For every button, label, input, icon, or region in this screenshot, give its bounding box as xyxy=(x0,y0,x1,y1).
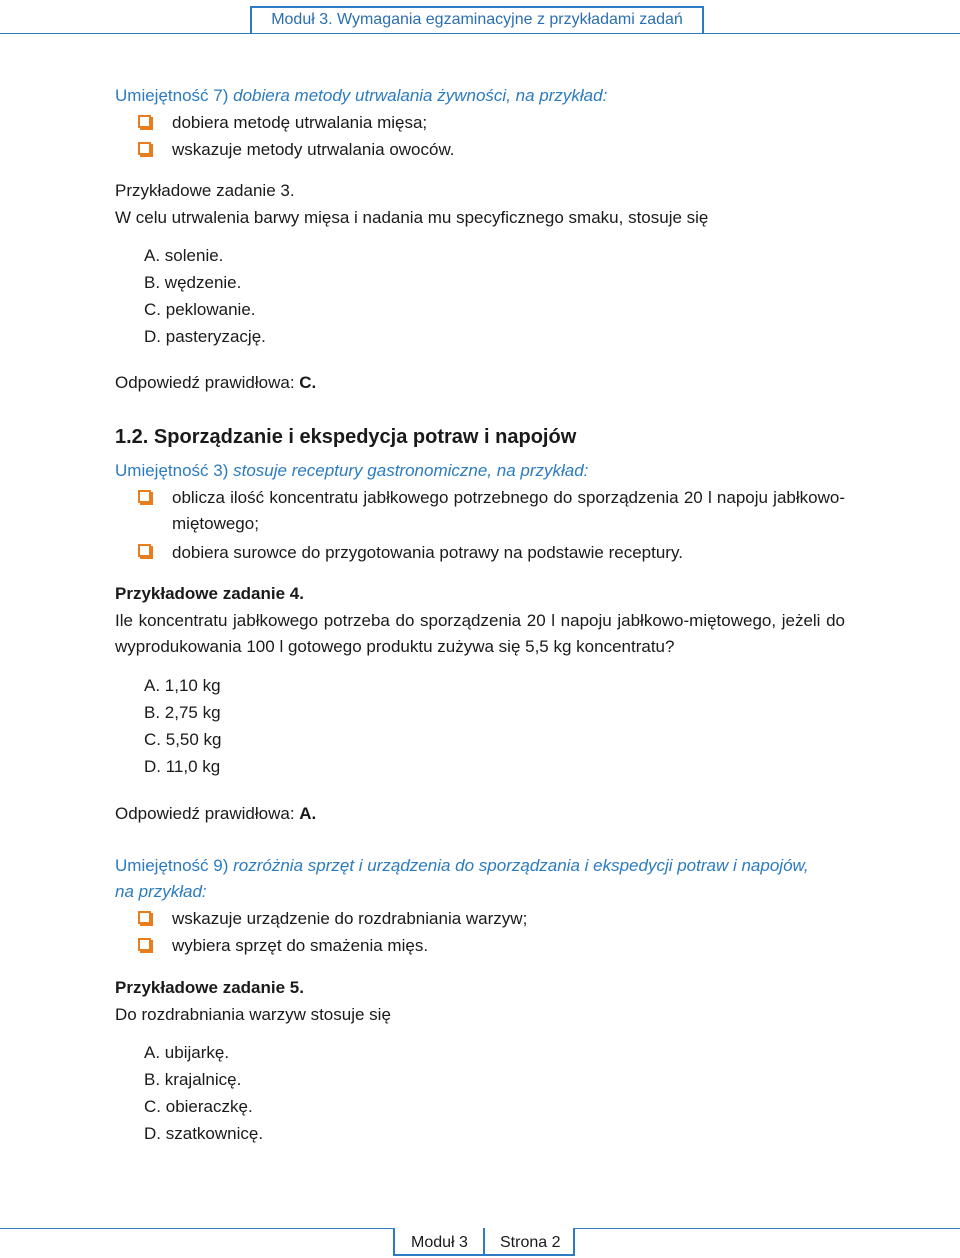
option-letter: C. xyxy=(144,1097,161,1116)
task5-label: Przykładowe zadanie 5. xyxy=(115,978,304,997)
option-text: ubijarkę. xyxy=(164,1043,230,1062)
section-title: Sporządzanie i ekspedycja potraw i napojów xyxy=(153,426,577,448)
skill7-heading xyxy=(115,85,607,107)
skill3-bullet-1: oblicza ilość koncentratu jabłkowego potrzebnego do sporządzenia 20 l napoju jabłkowo-miętowego; xyxy=(172,488,845,533)
option-letter: C. xyxy=(144,730,161,749)
task5-question: Do rozdrabniania warzyw stosuje się xyxy=(115,1005,391,1024)
option-text: pasteryzację. xyxy=(165,327,266,346)
option-letter: A. xyxy=(144,676,161,695)
task4-answer xyxy=(115,803,316,825)
task5-option-d xyxy=(144,1123,263,1145)
task3-option-b xyxy=(144,272,241,294)
skill9-description: rozróżnia sprzęt i urządzenia do sporządzania i ekspedycji potraw i napojów, xyxy=(233,856,809,875)
section-heading xyxy=(115,424,576,450)
option-text: obieraczkę. xyxy=(165,1097,253,1116)
checkbox-bullet-icon xyxy=(138,142,151,155)
task3-option-a xyxy=(144,245,223,267)
option-text: szatkownicę. xyxy=(165,1124,264,1143)
skill3-prefix: Umiejętność 3) xyxy=(115,461,229,480)
skill3-bullet-2: dobiera surowce do przygotowania potrawy na podstawie receptury. xyxy=(172,543,683,562)
skill7-bullet-2: wskazuje metody utrwalania owoców. xyxy=(172,140,455,159)
task4-label: Przykładowe zadanie 4. xyxy=(115,584,304,603)
skill3-description: stosuje receptury gastronomiczne, na przykład: xyxy=(233,461,589,480)
skill9-bullet-2: wybiera sprzęt do smażenia mięs. xyxy=(172,936,429,955)
answer-label: Odpowiedź prawidłowa: xyxy=(115,804,295,823)
skill7-prefix: Umiejętność 7) xyxy=(115,86,229,105)
option-letter: B. xyxy=(144,273,161,292)
header-rule xyxy=(0,33,960,34)
answer-label: Odpowiedź prawidłowa: xyxy=(115,373,295,392)
header-title: Moduł 3. Wymagania egzaminacyjne z przykładami zadań xyxy=(271,11,683,28)
skill7-bullet-1: dobiera metodę utrwalania mięsa; xyxy=(172,113,428,132)
task5-option-c xyxy=(144,1096,253,1118)
option-text: solenie. xyxy=(164,246,224,265)
task4-option-b xyxy=(144,702,221,724)
skill9-bullet-1: wskazuje urządzenie do rozdrabniania warzyw; xyxy=(172,909,528,928)
skill9-heading xyxy=(115,855,809,877)
task3-label: Przykładowe zadanie 3. xyxy=(115,181,295,200)
skill7-description: dobiera metody utrwalania żywności, na przykład: xyxy=(233,86,608,105)
option-text: peklowanie. xyxy=(165,300,256,319)
option-letter: B. xyxy=(144,1070,161,1089)
option-letter: A. xyxy=(144,1043,161,1062)
task4-question: Ile koncentratu jabłkowego potrzeba do sporządzenia 20 l napoju jabłkowo-miętowego, jeżeli do wyprodukowania 100 l gotowego produktu zużywa się 5,5 kg koncentratu? xyxy=(115,611,845,656)
option-letter: D. xyxy=(144,757,161,776)
option-letter: C. xyxy=(144,300,161,319)
skill3-heading xyxy=(115,460,588,482)
answer-value: A. xyxy=(299,804,317,823)
task4-option-d xyxy=(144,756,220,778)
footer-separator xyxy=(483,1228,485,1256)
checkbox-bullet-icon xyxy=(138,938,151,951)
section-number: 1.2. xyxy=(115,426,149,448)
task3-answer xyxy=(115,372,316,394)
task4-option-a xyxy=(144,675,221,697)
answer-value: C. xyxy=(299,373,317,392)
option-letter: A. xyxy=(144,246,161,265)
footer-module: Moduł 3 xyxy=(411,1234,468,1251)
option-letter: D. xyxy=(144,1124,161,1143)
checkbox-bullet-icon xyxy=(138,490,151,503)
task4-option-c xyxy=(144,729,222,751)
task5-option-b xyxy=(144,1069,241,1091)
option-letter: D. xyxy=(144,327,161,346)
skill9-prefix: Umiejętność 9) xyxy=(115,856,229,875)
task3-option-c xyxy=(144,299,256,321)
option-text: 5,50 kg xyxy=(165,730,222,749)
checkbox-bullet-icon xyxy=(138,911,151,924)
option-text: krajalnicę. xyxy=(164,1070,242,1089)
option-text: 1,10 kg xyxy=(164,676,221,695)
checkbox-bullet-icon xyxy=(138,115,151,128)
footer-page-number: Strona 2 xyxy=(500,1234,561,1251)
task5-option-a xyxy=(144,1042,229,1064)
skill9-description-cont: na przykład: xyxy=(115,882,207,901)
option-text: 11,0 kg xyxy=(165,757,221,776)
checkbox-bullet-icon xyxy=(138,544,151,557)
option-text: 2,75 kg xyxy=(164,703,221,722)
option-text: wędzenie. xyxy=(164,273,242,292)
task3-option-d xyxy=(144,326,266,348)
task3-question: W celu utrwalenia barwy mięsa i nadania mu specyficznego smaku, stosuje się xyxy=(115,208,709,227)
option-letter: B. xyxy=(144,703,161,722)
